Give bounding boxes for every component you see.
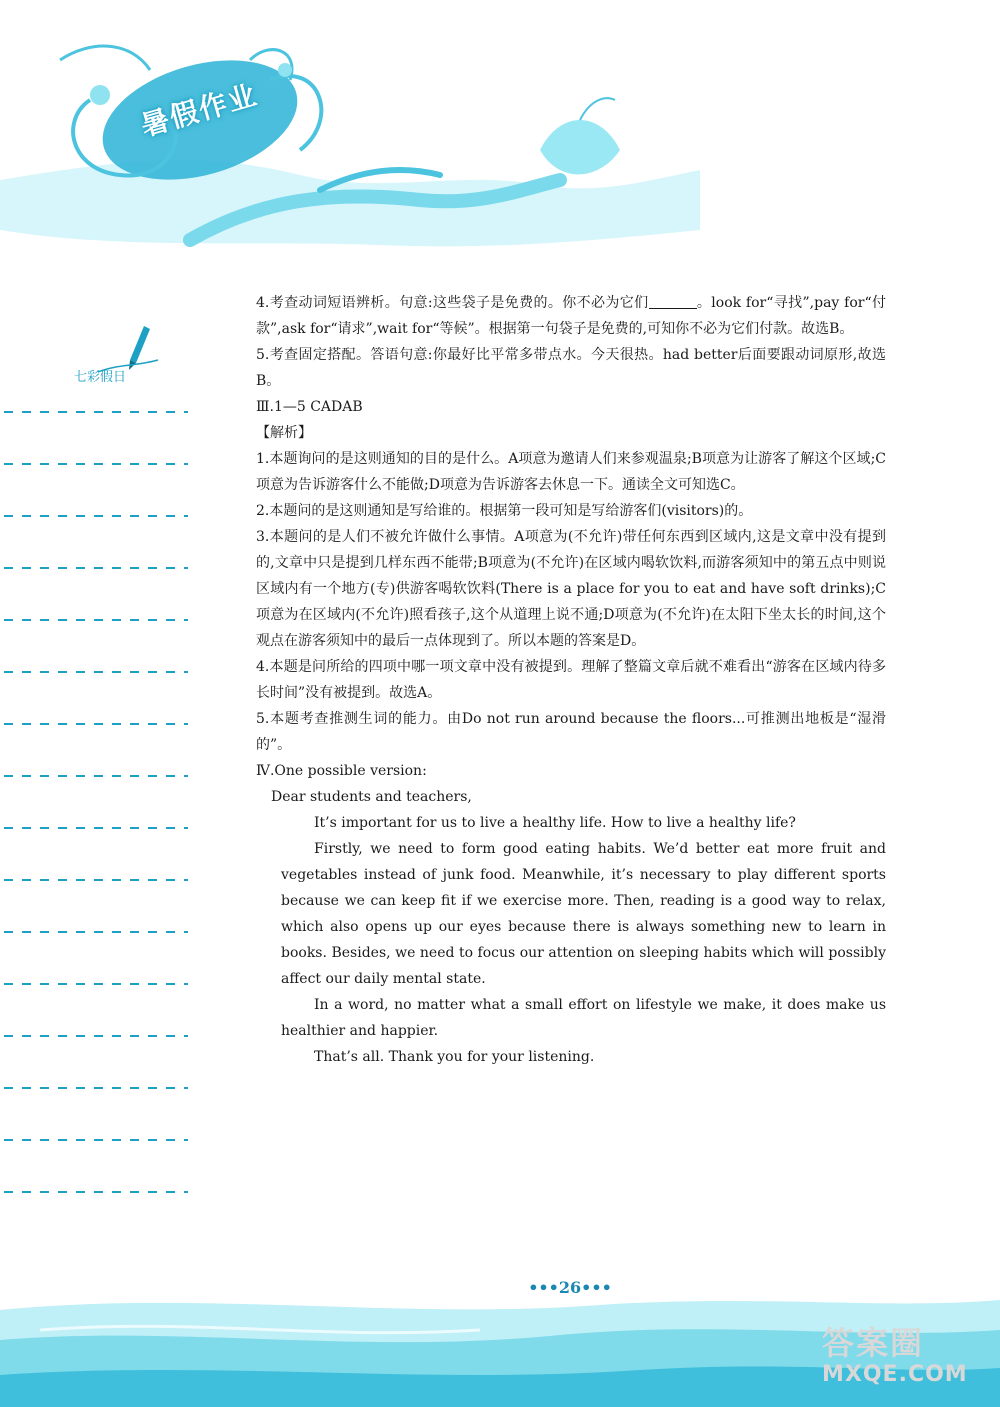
answer-content: [256, 290, 886, 1070]
header-title: 暑假作业: [137, 77, 262, 143]
analysis-2: 2.本题问的是这则通知是写给谁的。根据第一段可知是写给游客们(visitors)的。: [256, 503, 753, 519]
section-4-title: Ⅳ.One possible version:: [256, 763, 427, 779]
answer-5: 5.考查固定搭配。答语句意:你最好比平常多带点水。今天很热。had better后面要跟动词原形,故选B。: [256, 347, 886, 389]
site-watermark: [822, 1318, 997, 1387]
letter-para-1: It’s important for us to live a healthy life. How to live a healthy life?: [314, 815, 796, 831]
page-number: •••26•••: [528, 1278, 612, 1297]
answer-4-text: 4.考查动词短语辨析。句意:这些袋子是免费的。你不必为它们: [256, 295, 649, 311]
answer-4-rest: 。look for“寻找”,pay for“付款”,ask for“请求”,wait for“等候”。根据第一句袋子是免费的,可知你不必为它们付款。故选B。: [256, 295, 887, 337]
letter-para-3: In a word, no matter what a small effort on lifestyle we make, it does make us healthier and happier.: [281, 997, 886, 1039]
header-decoration: [0, 0, 700, 260]
analysis-4: 4.本题是问所给的四项中哪一项文章中没有被提到。理解了整篇文章后就不难看出“游客在区域内待多长时间”没有被提到。故选A。: [256, 659, 886, 701]
watermark-logo-text: 答案圈: [822, 1324, 925, 1362]
fill-blank: [649, 294, 697, 309]
analysis-heading: 【解析】: [256, 425, 312, 441]
analysis-1: 1.本题询问的是这则通知的目的是什么。A项意为邀请人们来参观温泉;B项意为让游客了解这个区域;C项意为告诉游客什么不能做;D项意为告诉游客去休息一下。通读全文可知选C。: [256, 451, 886, 493]
letter-para-4: That’s all. Thank you for your listening.: [314, 1049, 595, 1065]
analysis-5: 5.本题考查推测生词的能力。由Do not run around because the floors...可推测出地板是“湿滑的”。: [256, 711, 886, 753]
section-3-answers: Ⅲ.1—5 CADAB: [256, 399, 363, 415]
notes-lines: [0, 400, 200, 1220]
analysis-3: 3.本题问的是人们不被允许做什么事情。A项意为(不允许)带任何东西到区域内,这是文章中没有提到的,文章中只是提到几样东西不能带;B项意为(不允许)在区域内喝软饮料,而游客须知中的第五点中则说区域内有一个地方(专)供游客喝软饮料(There is a place for you to eat and have soft drinks);C项意为在区域内(不允许)照看孩子,这个从道理上说不通;D项意为(不允许)在太阳下坐太长的时间,这个观点在游客须知中的最后一点体现到了。所以本题的答案是D。: [256, 529, 886, 649]
letter-para-2: Firstly, we need to form good eating habits. We’d better eat more fruit and vegetables instead of junk food. Meanwhile, it’s necessary to play different sports because we can keep fit if we exercise more. Then, reading is a good way to relax, which also opens up our eyes because there is always something new to learn in books. Besides, we need to focus our attention on sleeping habits which will possibly affect our daily mental state.: [281, 841, 886, 987]
letter-salutation: Dear students and teachers,: [271, 789, 472, 805]
watermark-url: MXQE.COM: [822, 1362, 968, 1387]
sidebar-label: 七彩假日: [74, 370, 127, 385]
answer-4: [256, 290, 886, 342]
